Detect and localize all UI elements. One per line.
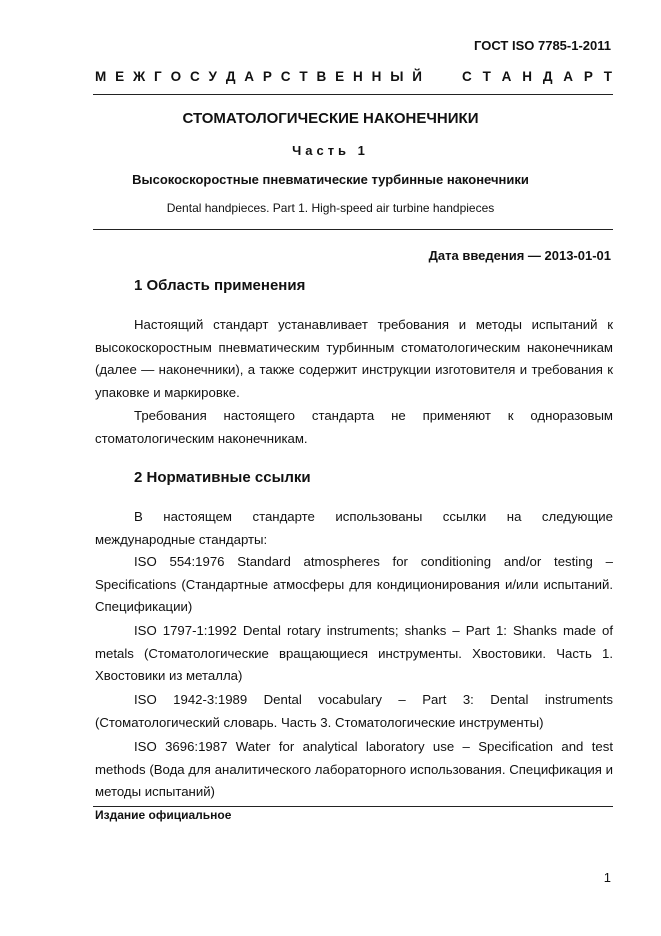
banner-letter: Р [262,69,272,84]
banner-letter: С [280,69,291,84]
banner-letter: В [316,69,327,84]
official-edition-label: Издание официальное [95,808,232,822]
banner-letter: Е [335,69,345,84]
part-label: Часть 1 [292,143,369,158]
banner-letter: С [462,69,472,84]
section-1-paragraph-2: Требования настоящего стандарта не применяют к одноразовым стоматологическим наконечникам. [95,408,613,446]
subtitle-russian: Высокоскоростные пневматические турбинные наконечники [132,172,529,187]
banner-word-interstate [95,69,422,84]
footer-rule [93,806,613,807]
title-rule [93,229,613,230]
banner-letter: А [244,69,255,84]
banner-letter: Й [412,69,422,84]
interstate-standard-banner [95,69,612,84]
subtitle-english: Dental handpieces. Part 1. High-speed air turbine handpieces [166,201,495,215]
banner-letter: О [170,69,182,84]
banner-letter: Т [603,69,612,84]
header-rule [93,94,613,95]
section-1-heading: 1 Область применения [134,277,306,294]
reference-iso-554: ISO 554:1976 Standard atmospheres for conditioning and/or testing – Specifications (Стандартные атмосферы для кондиционирования и/или испытаний. Спецификации) [95,554,613,615]
banner-letter: Т [299,69,308,84]
banner-letter: У [208,69,217,84]
reference-iso-1942-3: ISO 1942-3:1989 Dental vocabulary – Part 3: Dental instruments (Стоматологический словарь. Часть 3. Стоматологические инструменты) [95,692,613,730]
banner-letter: Н [371,69,382,84]
banner-letter: Н [352,69,363,84]
banner-letter: М [95,69,107,84]
banner-letter: Д [542,69,553,84]
banner-letter: Е [115,69,125,84]
page-number: 1 [603,870,611,885]
section-2-intro: В настоящем стандарте использованы ссылки на следующие международные стандарты: [95,509,613,547]
banner-word-standard [462,69,612,84]
document-title: СТОМАТОЛОГИЧЕСКИЕ НАКОНЕЧНИКИ [182,110,479,127]
banner-letter: Ж [132,69,146,84]
banner-letter: А [563,69,574,84]
banner-letter: Р [583,69,593,84]
standard-id: ГОСТ ISO 7785-1-2011 [474,38,611,53]
banner-letter: С [189,69,200,84]
banner-letter: Д [225,69,236,84]
reference-iso-1797-1: ISO 1797-1:1992 Dental rotary instruments; shanks – Part 1: Shanks made of metals (Стоматологические вращающиеся инструменты. Хвостовики. Часть 1. Хвостовики из металла) [95,623,613,684]
section-2-heading: 2 Нормативные ссылки [134,469,311,486]
banner-letter: Ы [390,69,404,84]
introduction-date: Дата введения — 2013-01-01 [428,248,611,263]
banner-letter: Н [522,69,532,84]
section-1-paragraph-1: Настоящий стандарт устанавливает требования и методы испытаний к высокоскоростным пневматическим турбинным стоматологическим наконечникам (далее — наконечники), а также содержит инструкции изготовителя и требования к упаковке и маркировке. [95,317,613,401]
banner-letter: Г [154,69,162,84]
reference-iso-3696: ISO 3696:1987 Water for analytical laboratory use – Specification and test methods (Вода для аналитического лабораторного использования. Спецификация и методы испытаний) [95,739,613,800]
banner-letter: А [501,69,512,84]
banner-letter: Т [482,69,491,84]
